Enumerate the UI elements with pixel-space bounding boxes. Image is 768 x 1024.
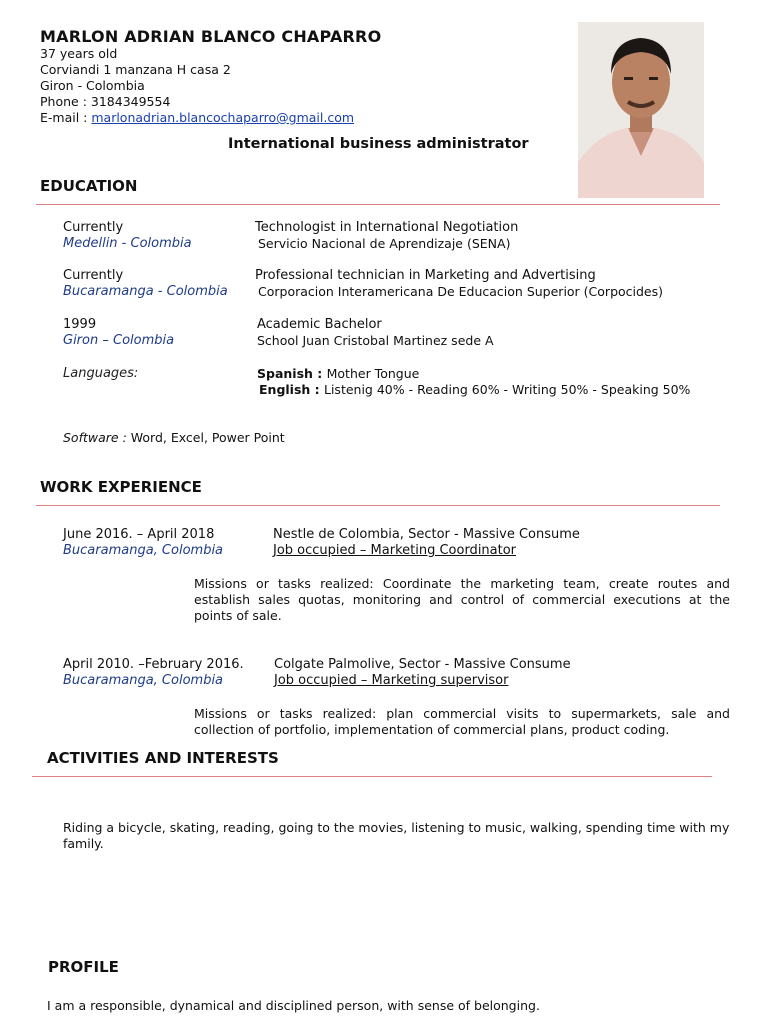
work-heading: WORK EXPERIENCE [40, 478, 202, 496]
candidate-name: MARLON ADRIAN BLANCO CHAPARRO [40, 27, 382, 46]
contact-block [40, 46, 354, 126]
age: 37 years old [40, 46, 118, 61]
email-line [40, 110, 354, 126]
work-entry-2-detail [274, 657, 571, 689]
work-dates: June 2016. – April 2018 [63, 527, 215, 542]
profile-photo [578, 22, 704, 198]
work-location: Bucaramanga, Colombia [63, 543, 224, 558]
language-detail: Mother Tongue [326, 366, 420, 381]
work-entry-2 [63, 657, 244, 689]
activities-divider [32, 776, 712, 777]
email-link[interactable]: marlonadrian.blancochaparro@gmail.com [91, 110, 355, 125]
city: Giron - Colombia [40, 78, 145, 93]
edu-location: Bucaramanga - Colombia [63, 284, 228, 299]
edu-location: Giron – Colombia [63, 333, 175, 348]
work-entry-1 [63, 527, 223, 559]
edu-degree: Professional technician in Marketing and Advertising [255, 268, 596, 283]
edu-date: Currently [63, 268, 124, 283]
edu-degree: Academic Bachelor [257, 317, 382, 332]
phone-line [40, 94, 354, 110]
education-entry-1-detail [255, 220, 518, 252]
edu-date: Currently [63, 220, 124, 235]
person-photo-icon [578, 22, 704, 198]
edu-date: 1999 [63, 317, 97, 332]
profile-heading: PROFILE [48, 958, 119, 976]
languages-list [257, 366, 690, 398]
language-detail: Listenig 40% - Reading 60% - Writing 50% - Speaking 50% [324, 382, 691, 397]
work-entry-1-detail [273, 527, 580, 559]
work-dates: April 2010. –February 2016. [63, 657, 244, 672]
work-tasks: Missions or tasks realized: plan commercial visits to supermarkets, sale and collection of portfolio, implementation of commercial plans, product coding. [194, 706, 730, 737]
work-location: Bucaramanga, Colombia [63, 673, 224, 688]
edu-degree: Technologist in International Negotiation [255, 220, 519, 235]
email-label: E-mail : [40, 110, 92, 125]
education-entry-2-detail [255, 268, 663, 300]
edu-school: School Juan Cristobal Martinez sede A [257, 333, 494, 348]
professional-title: International business administrator [228, 136, 529, 152]
education-entry-1 [63, 220, 192, 252]
work-tasks: Missions or tasks realized: Coordinate the marketing team, create routes and establish sales quotas, monitoring and control of commercial executions at the points of sale. [194, 576, 730, 623]
phone-label: Phone : [40, 94, 91, 109]
education-entry-2 [63, 268, 228, 300]
profile-text: I am a responsible, dynamical and disciplined person, with sense of belonging. [47, 998, 540, 1013]
languages-label: Languages: [63, 366, 139, 381]
phone-number: 3184349554 [90, 94, 171, 109]
education-divider [36, 204, 720, 205]
address: Corviandi 1 manzana H casa 2 [40, 62, 231, 77]
language-name: Spanish : [257, 366, 327, 381]
language-name: English : [259, 382, 324, 397]
edu-school: Corporacion Interamericana De Educacion Superior (Corpocides) [258, 284, 664, 299]
education-heading: EDUCATION [40, 177, 138, 195]
work-position: Job occupied – Marketing supervisor [274, 673, 509, 688]
work-divider [36, 505, 720, 506]
software-list: Word, Excel, Power Point [130, 430, 285, 445]
activities-text: Riding a bicycle, skating, reading, going to the movies, listening to music, walking, spending time with my family. [63, 820, 730, 851]
edu-location: Medellin - Colombia [63, 236, 192, 251]
software-line [63, 430, 285, 446]
education-entry-3-detail [257, 317, 494, 349]
activities-heading: ACTIVITIES AND INTERESTS [47, 749, 279, 767]
edu-school: Servicio Nacional de Aprendizaje (SENA) [258, 236, 511, 251]
work-company: Colgate Palmolive, Sector - Massive Consume [274, 657, 571, 672]
work-position: Job occupied – Marketing Coordinator [273, 543, 517, 558]
work-company: Nestle de Colombia, Sector - Massive Consume [273, 527, 580, 542]
education-entry-3 [63, 317, 174, 349]
software-label: Software : [63, 430, 131, 445]
